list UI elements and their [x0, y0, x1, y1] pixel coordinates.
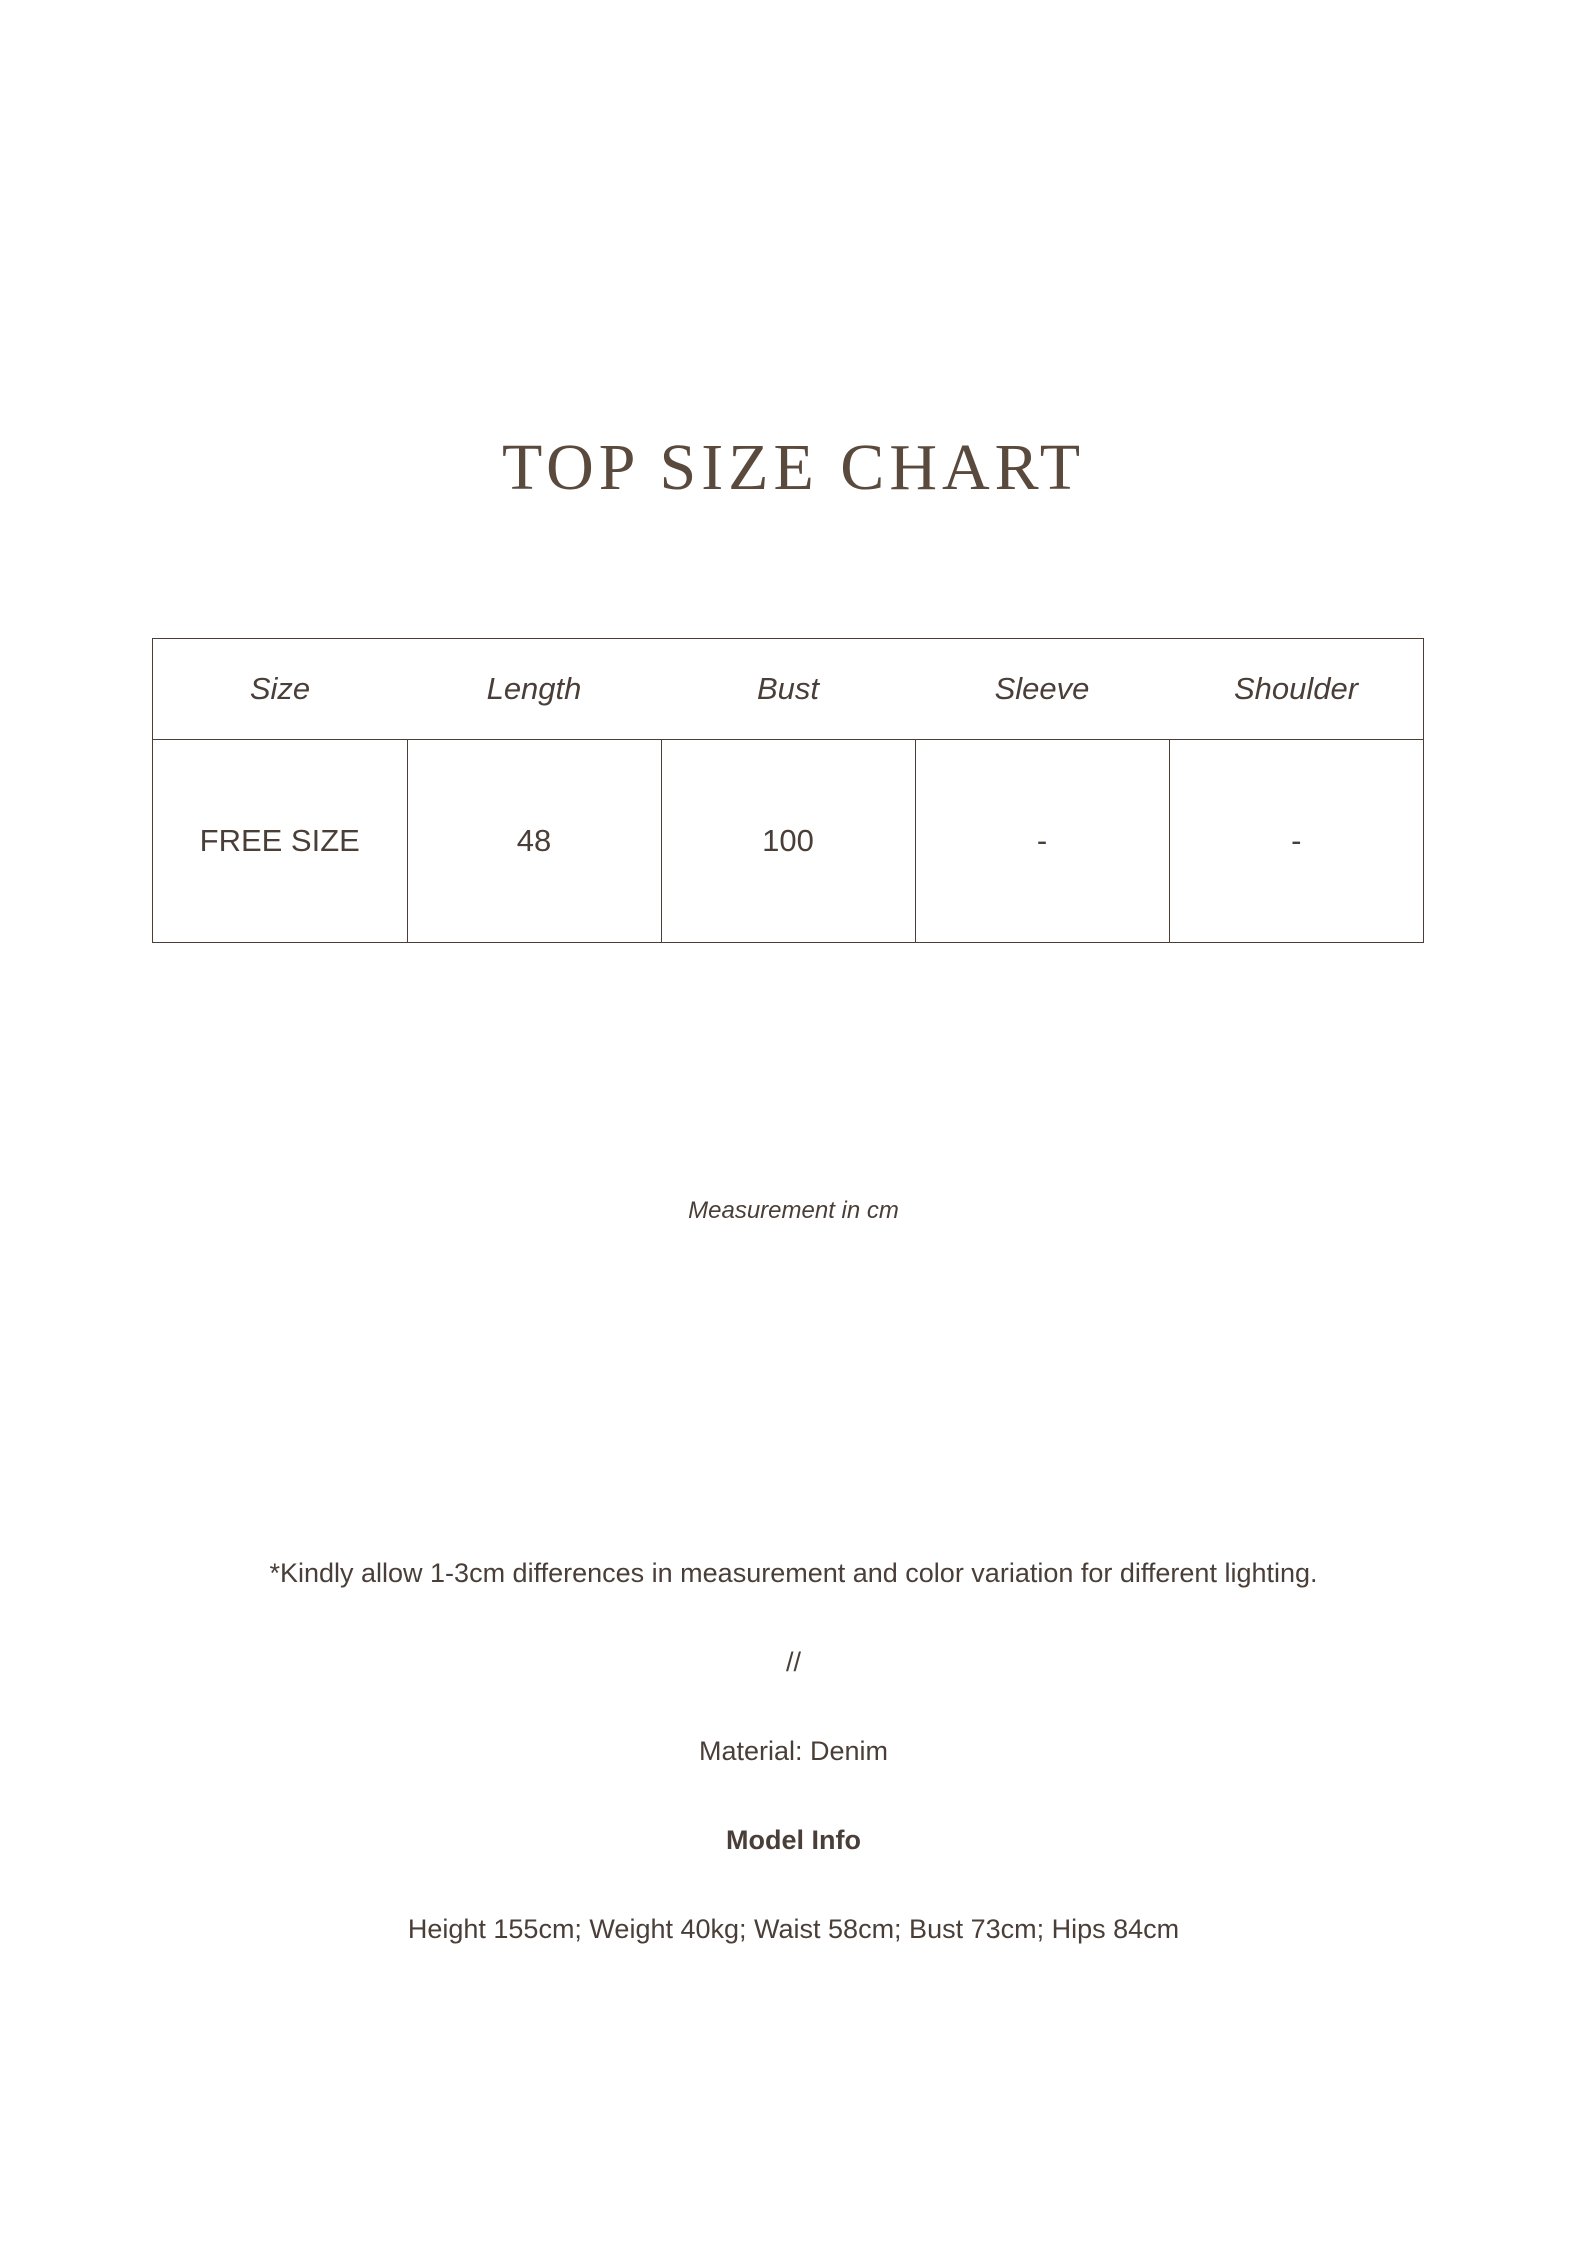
divider-text: // — [785, 1647, 801, 1677]
column-header-length: Length — [407, 639, 661, 740]
column-header-shoulder: Shoulder — [1169, 639, 1424, 740]
cell-bust: 100 — [661, 740, 915, 943]
disclaimer-text: *Kindly allow 1-3cm differences in measurement and color variation for different lighting. — [269, 1558, 1318, 1588]
size-chart-table — [152, 638, 1424, 943]
column-header-size: Size — [153, 639, 408, 740]
cell-sleeve: - — [915, 740, 1169, 943]
material-text: Material: Denim — [698, 1736, 889, 1766]
cell-shoulder: - — [1169, 740, 1424, 943]
table-header — [153, 639, 1424, 740]
size-chart-table-container — [152, 638, 1412, 943]
page-title: TOP SIZE CHART — [501, 431, 1086, 504]
table-row — [153, 740, 1424, 943]
cell-size: FREE SIZE — [153, 740, 408, 943]
cell-length: 48 — [407, 740, 661, 943]
table-header-row — [153, 639, 1424, 740]
model-info-heading: Model Info — [726, 1825, 861, 1855]
measurement-unit-note: Measurement in cm — [688, 1197, 899, 1224]
column-header-bust: Bust — [661, 639, 915, 740]
footer-notes — [0, 1558, 1587, 1945]
table-body — [153, 740, 1424, 943]
column-header-sleeve: Sleeve — [915, 639, 1169, 740]
model-info-text: Height 155cm; Weight 40kg; Waist 58cm; Bust 73cm; Hips 84cm — [407, 1914, 1180, 1944]
